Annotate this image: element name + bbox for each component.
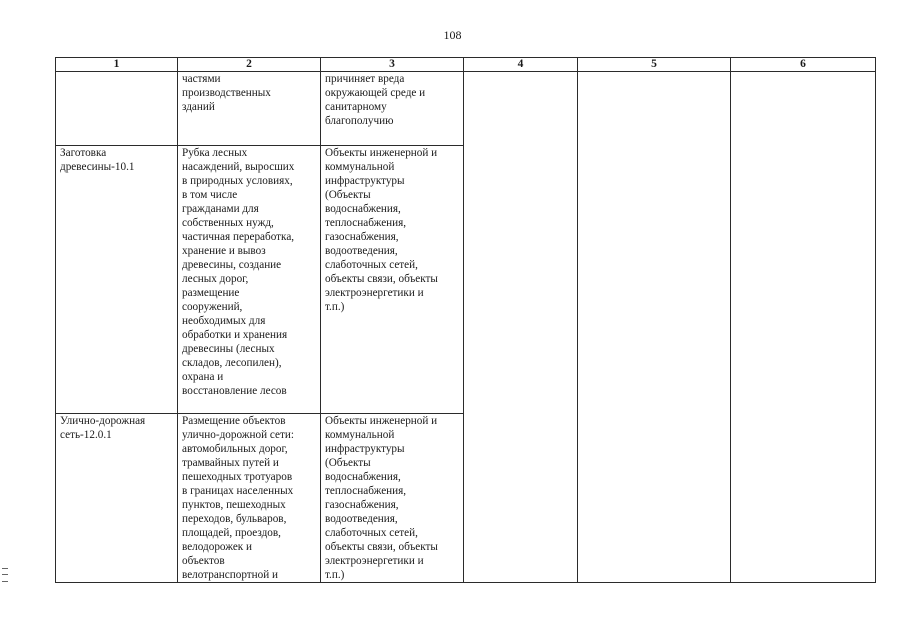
column-header-5: 5: [578, 58, 731, 72]
table-header-row: [56, 58, 876, 72]
table-cell: [178, 414, 321, 583]
table-row: [56, 72, 876, 146]
cell-text: Размещение объектов улично-дорожной сети: автомобильных дорог, трамвайных путей и пешеходных тротуаров в границах населенных пунктов, пешеходных переходов, бульваров, площадей, проездов, велодорожек и объектов велотранспортной и: [182, 415, 294, 581]
table-cell: [321, 72, 464, 146]
empty-cell-col5: [578, 72, 731, 583]
table-cell: [56, 72, 178, 146]
column-header-4: 4: [464, 58, 578, 72]
cell-text: частями производственных зданий: [182, 73, 271, 113]
cell-text: Улично-дорожная сеть-12.0.1: [60, 415, 146, 441]
cell-text: Рубка лесных насаждений, выросших в природных условиях, в том числе гражданами для собственных нужд, частичная переработка, хранение и вывоз древесины, создание лесных дорог, размещение сооружений, необходимых для обработки и хранения древесины (лесных складов, лесопилен), охрана и восстановление лесов: [182, 147, 295, 397]
regulations-table: [55, 57, 876, 583]
column-header-2: 2: [178, 58, 321, 72]
table-cell: [56, 146, 178, 414]
cell-text: Объекты инженерной и коммунальной инфраструктуры (Объекты водоснабжения, теплоснабжения, газоснабжения, водоотведения, слаботочных сетей, объекты связи, объекты электроэнергетики и т.п.): [325, 147, 438, 313]
column-header-1: 1: [56, 58, 178, 72]
column-header-3: 3: [321, 58, 464, 72]
cell-text: причиняет вреда окружающей среде и санитарному благополучию: [325, 73, 426, 127]
cell-text: Заготовка древесины-10.1: [60, 147, 135, 173]
table-cell: [178, 72, 321, 146]
column-header-6: 6: [731, 58, 876, 72]
binding-edge-mark: [2, 568, 8, 582]
empty-cell-col6: [731, 72, 876, 583]
cell-text: Объекты инженерной и коммунальной инфраструктуры (Объекты водоснабжения, теплоснабжения, газоснабжения, водоотведения, слаботочных сетей, объекты связи, объекты электроэнергетики и т.п.): [325, 415, 438, 581]
table-cell: [56, 414, 178, 583]
table-cell: [321, 414, 464, 583]
page-number: 108: [443, 28, 462, 42]
table-cell: [178, 146, 321, 414]
empty-cell-col4: [464, 72, 578, 583]
table-cell: [321, 146, 464, 414]
